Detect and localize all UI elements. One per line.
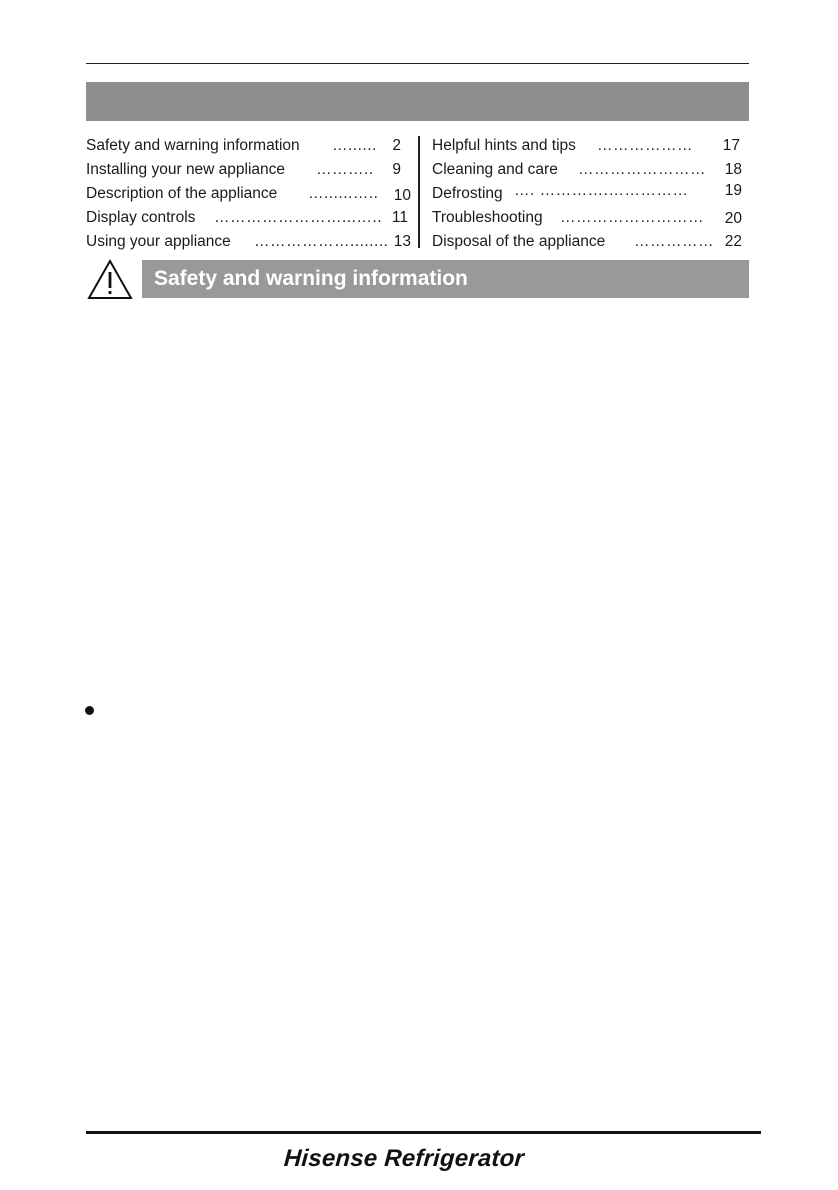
toc-entry-troubleshooting[interactable] [432, 206, 744, 230]
toc-entry-label: Cleaning and care [432, 161, 558, 178]
toc-column-divider [418, 136, 420, 248]
toc-entry-leader: …...... [332, 137, 377, 154]
toc-entry-leader: …. ………….…………… [514, 182, 689, 199]
toc-entry-label: Display controls [86, 209, 196, 226]
toc-entry-page: 19 [724, 182, 742, 199]
toc-entry-label: Using your appliance [86, 233, 231, 250]
toc-entry-disposal[interactable] [432, 230, 744, 254]
toc-entry-label: Description of the appliance [86, 185, 278, 202]
bullet-point [85, 706, 94, 715]
toc-entry-leader: …………… [634, 233, 714, 250]
toc-entry-page: 20 [724, 210, 742, 227]
toc-entry-label: Installing your new appliance [86, 161, 286, 178]
toc-entry-page: 2 [392, 137, 401, 154]
toc-entry-leader: …......….. [308, 185, 379, 202]
toc-entry-leader: ………………........ [254, 233, 389, 250]
toc-header-band [86, 82, 749, 121]
toc-entry-defrosting[interactable] [432, 182, 744, 206]
toc-entry-leader: ……………… [597, 137, 693, 154]
toc-entry-page: 9 [392, 161, 401, 178]
toc-entry-leader: ……….. [316, 161, 374, 178]
toc-entry-page: 18 [724, 161, 742, 178]
toc-left-column [86, 134, 411, 254]
toc-entry-page: 17 [722, 137, 740, 154]
toc-entry-label: Disposal of the appliance [432, 233, 606, 250]
toc-entry-description[interactable] [86, 182, 411, 206]
warning-triangle-icon [86, 258, 134, 300]
toc-entry-leader: ……………………… [560, 209, 704, 226]
toc-entry-safety[interactable] [86, 134, 411, 158]
toc-entry-leader: …………………… [578, 161, 706, 178]
toc-entry-label: Defrosting [432, 185, 503, 202]
toc-entry-label: Helpful hints and tips [432, 137, 576, 154]
toc-entry-page: 10 [393, 187, 411, 204]
footer-rule [86, 1131, 761, 1134]
toc-entry-helpful-hints[interactable] [432, 134, 744, 158]
toc-entry-label: Safety and warning information [86, 137, 300, 154]
top-rule [86, 63, 749, 64]
section-title: Safety and warning information [154, 267, 468, 290]
toc-entry-label: Troubleshooting [432, 209, 543, 226]
toc-entry-installing[interactable] [86, 158, 411, 182]
toc-entry-leader: ……………………...….. [214, 209, 383, 226]
footer-brand: Hisense Refrigerator [283, 1145, 526, 1172]
toc-entry-page: 13 [393, 233, 411, 250]
toc-entry-using[interactable] [86, 230, 411, 254]
toc-right-column [432, 134, 744, 254]
toc-entry-display-controls[interactable] [86, 206, 411, 230]
toc-entry-page: 11 [391, 209, 408, 226]
toc-entry-page: 22 [724, 233, 742, 250]
